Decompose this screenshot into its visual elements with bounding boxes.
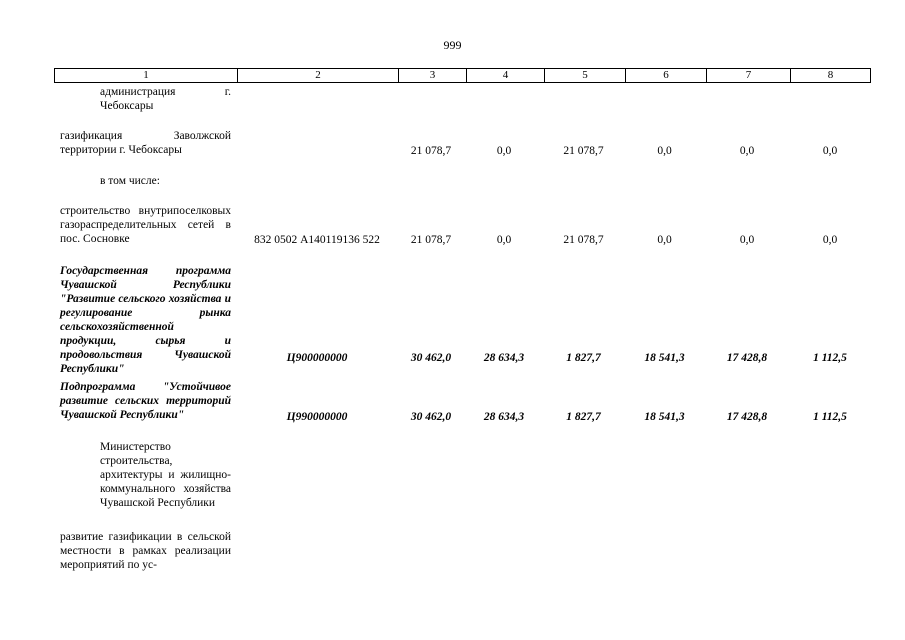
cell-col-7: 0,0 <box>739 145 755 157</box>
cell-col-5: 21 078,7 <box>563 234 604 246</box>
header-col-2: 2 <box>237 69 398 82</box>
cell-col-3: 21 078,7 <box>410 145 452 157</box>
page-number: 999 <box>443 38 462 52</box>
header-col-7: 7 <box>706 69 790 82</box>
cell-col-7: 17 428,8 <box>726 411 768 423</box>
cell-col-5: 1 827,7 <box>566 411 601 423</box>
cell-col-5: 21 078,7 <box>563 145 604 157</box>
cell-col-8: 0,0 <box>822 234 838 246</box>
row-label: администрация г. Чебоксары <box>100 86 231 112</box>
cell-col-2: 832 0502 А140119136 522 <box>254 234 380 246</box>
cell-col-5: 1 827,7 <box>566 352 601 364</box>
cell-col-2: Ц990000000 <box>286 411 348 423</box>
header-col-4: 4 <box>466 69 544 82</box>
row-label: в том числе: <box>100 175 160 187</box>
cell-col-4: 28 634,3 <box>483 352 525 364</box>
row-label: Подпрограмма "Устойчивое развитие сельских территорий Чувашской Республики" <box>60 381 231 421</box>
cell-col-6: 18 541,3 <box>644 352 685 364</box>
row-label: развитие газификации в сельской местности в рамках реализации мероприятий по ус- <box>60 531 231 571</box>
row-label: Государственная программа Чувашской Республики "Развитие сельского хозяйства и регулирование рынка сельскохозяйственной продукции, сырья и продовольствия Чувашской Республики" <box>60 265 231 375</box>
cell-col-3: 21 078,7 <box>410 234 452 246</box>
cell-col-6: 0,0 <box>657 145 672 157</box>
table-header <box>54 68 871 83</box>
cell-col-8: 1 112,5 <box>813 411 847 423</box>
cell-col-4: 0,0 <box>496 145 512 157</box>
header-col-1: 1 <box>143 69 149 81</box>
cell-col-3: 30 462,0 <box>410 411 452 423</box>
header-col-5: 5 <box>544 69 625 82</box>
cell-col-8: 1 112,5 <box>813 352 847 364</box>
cell-col-7: 0,0 <box>739 234 755 246</box>
header-col-8: 8 <box>790 69 870 82</box>
cell-col-4: 28 634,3 <box>483 411 525 423</box>
row-label: строительство внутрипоселковых газораспределительных сетей в пос. Сосновке <box>60 205 231 245</box>
cell-col-2: Ц900000000 <box>286 352 348 364</box>
header-col-3: 3 <box>398 69 466 82</box>
cell-col-6: 0,0 <box>657 234 672 246</box>
row-label: Министерство строительства, архитектуры и жилищно-коммунального хозяйства Чувашской Республики <box>100 441 231 509</box>
cell-col-4: 0,0 <box>496 234 512 246</box>
row-label: газификация Заволжской территории г. Чебоксары <box>60 130 231 156</box>
cell-col-3: 30 462,0 <box>410 352 452 364</box>
header-col-6: 6 <box>625 69 706 82</box>
cell-col-6: 18 541,3 <box>644 411 685 423</box>
cell-col-8: 0,0 <box>822 145 838 157</box>
cell-col-7: 17 428,8 <box>726 352 768 364</box>
